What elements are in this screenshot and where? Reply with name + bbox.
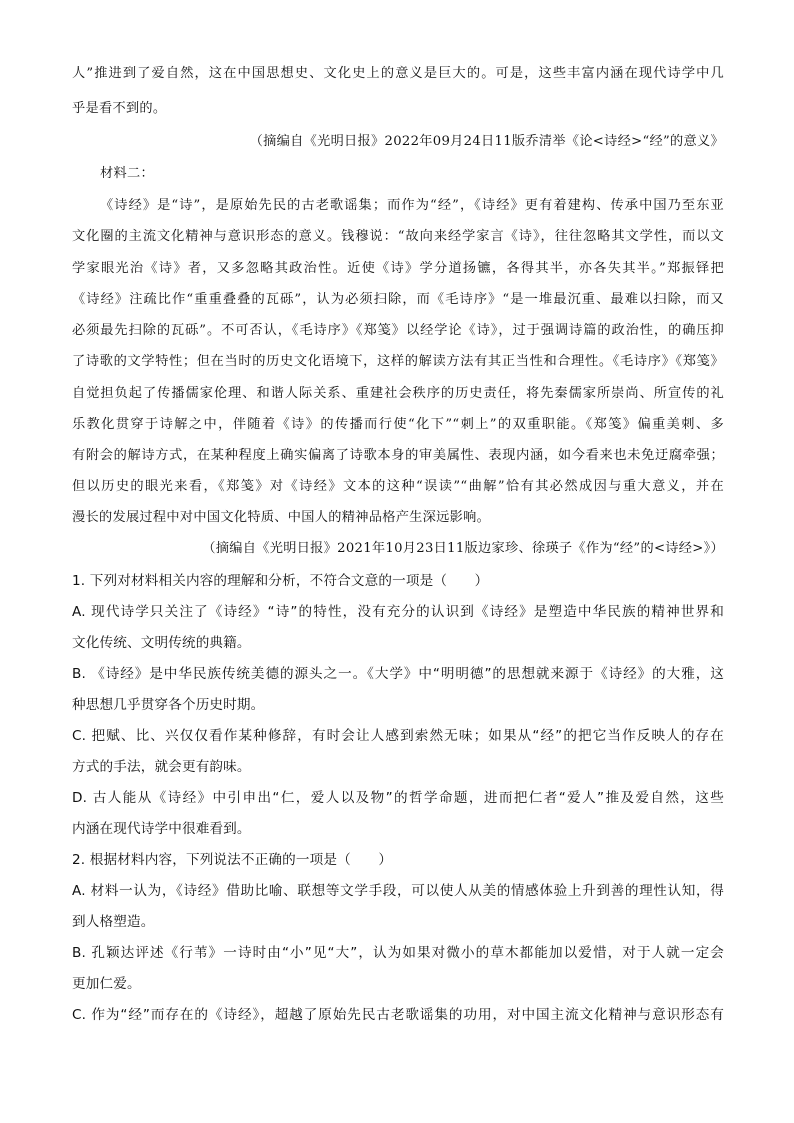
option-d: D. 古人能从《诗经》中引申出“仁，爱人以及物”的哲学命题，进而把仁者“爱人”推及爱自然，这些 [72, 790, 724, 806]
option-b-continued: 更加仁爱。 [72, 976, 141, 992]
option-b-continued: 种思想几乎贯穿各个历史时期。 [72, 697, 265, 713]
option-a-continued: 文化传统、文明传统的典籍。 [72, 635, 251, 651]
paragraph-line: 乐教化贯穿于诗解之中，伴随着《诗》的传播而行使“化下”“刺上”的双重职能。《郑笺》偏重美刺、多 [72, 417, 724, 432]
paragraph-line: 《诗经》注疏比作“重重叠叠的瓦砾”，认为必须扫除，而《毛诗序》“是一堆最沉重、最难以扫除，而又 [72, 292, 724, 307]
paragraph-line: 《诗经》是“诗”，是原始先民的古老歌谣集；而作为“经”，《诗经》更有着建构、传承中国乃至东亚 [100, 198, 724, 213]
question-stem: 1. 下列对材料相关内容的理解和分析，不符合文意的一项是（ ） [72, 573, 489, 589]
paragraph-line: 必须最先扫除的瓦砾”。不可否认，《毛诗序》《郑笺》以经学论《诗》，过于强调诗篇的政治性，的确压抑 [72, 323, 724, 338]
option-a: A. 材料一认为，《诗经》借助比喻、联想等文学手段，可以使人从美的情感体验上升到善的理性认知，得 [72, 883, 724, 899]
paragraph-line: 有附会的解诗方式，在某种程度上确实偏离了诗歌本身的审美属性、表现内涵，如今看来也未免迂腐牵强； [72, 448, 724, 463]
option-b: B. 孔颖达评述《行苇》一诗时由“小”见“大”，认为如果对微小的草木都能加以爱惜，对于人就一定会 [72, 945, 724, 961]
paragraph-line: 学家眼光治《诗》者，又多忽略其政治性。近使《诗》学分道扬镳，各得其半，亦各失其半。”郑振铎把 [72, 261, 724, 276]
source-citation: （摘编自《光明日报》2022年09月24日11版乔清举《论<诗经>“经”的意义》 [249, 134, 724, 149]
section-title: 材料二： [100, 166, 154, 181]
paragraph-line: 但以历史的眼光来看，《郑笺》对《诗经》文本的这种“误读”“曲解”恰有其必然成因与重大意义，并在 [72, 479, 724, 494]
paragraph-line: 自觉担负起了传播儒家伦理、和谐人际关系、重建社会秩序的历史责任，将先秦儒家所崇尚、所宣传的礼 [72, 386, 724, 401]
option-c: C. 作为“经”而存在的《诗经》，超越了原始先民古老歌谣集的功用，对中国主流文化精神与意识形态有 [72, 1007, 724, 1023]
paragraph-line: 漫长的发展过程中对中国文化特质、中国人的精神品格产生深远影响。 [72, 510, 491, 525]
option-c-continued: 方式的手法，就会更有韵味。 [72, 759, 251, 775]
option-c: C. 把赋、比、兴仅仅看作某种修辞，有时会让人感到索然无味；如果从“经”的把它当作反映人的存在 [72, 728, 724, 744]
paragraph-line: 文化圈的主流文化精神与意识形态的意义。钱穆说：“故向来经学家言《诗》，往往忽略其文学性，而以文 [72, 229, 724, 244]
source-citation: （摘编自《光明日报》2021年10月23日11版边家珍、徐瑛子《作为“经”的<诗经>》） [202, 541, 724, 556]
option-a: A. 现代诗学只关注了《诗经》“诗”的特性，没有充分的认识到《诗经》是塑造中华民族的精神世界和 [72, 604, 724, 620]
option-d-continued: 内涵在现代诗学中很难看到。 [72, 821, 251, 837]
paragraph-line: 人”推进到了爱自然，这在中国思想史、文化史上的意义是巨大的。可是，这些丰富内涵在现代诗学中几 [72, 66, 724, 81]
option-a-continued: 到人格塑造。 [72, 914, 155, 930]
paragraph-line: 了诗歌的文学特性；但在当时的历史文化语境下，这样的解读方法有其正当性和合理性。《毛诗序》《郑笺》 [72, 354, 724, 369]
option-b: B. 《诗经》是中华民族传统美德的源头之一。《大学》中“明明德”的思想就来源于《诗经》的大雅，这 [72, 666, 724, 682]
question-stem: 2. 根据材料内容，下列说法不正确的一项是（ ） [72, 852, 393, 868]
paragraph-line: 乎是看不到的。 [72, 101, 167, 116]
